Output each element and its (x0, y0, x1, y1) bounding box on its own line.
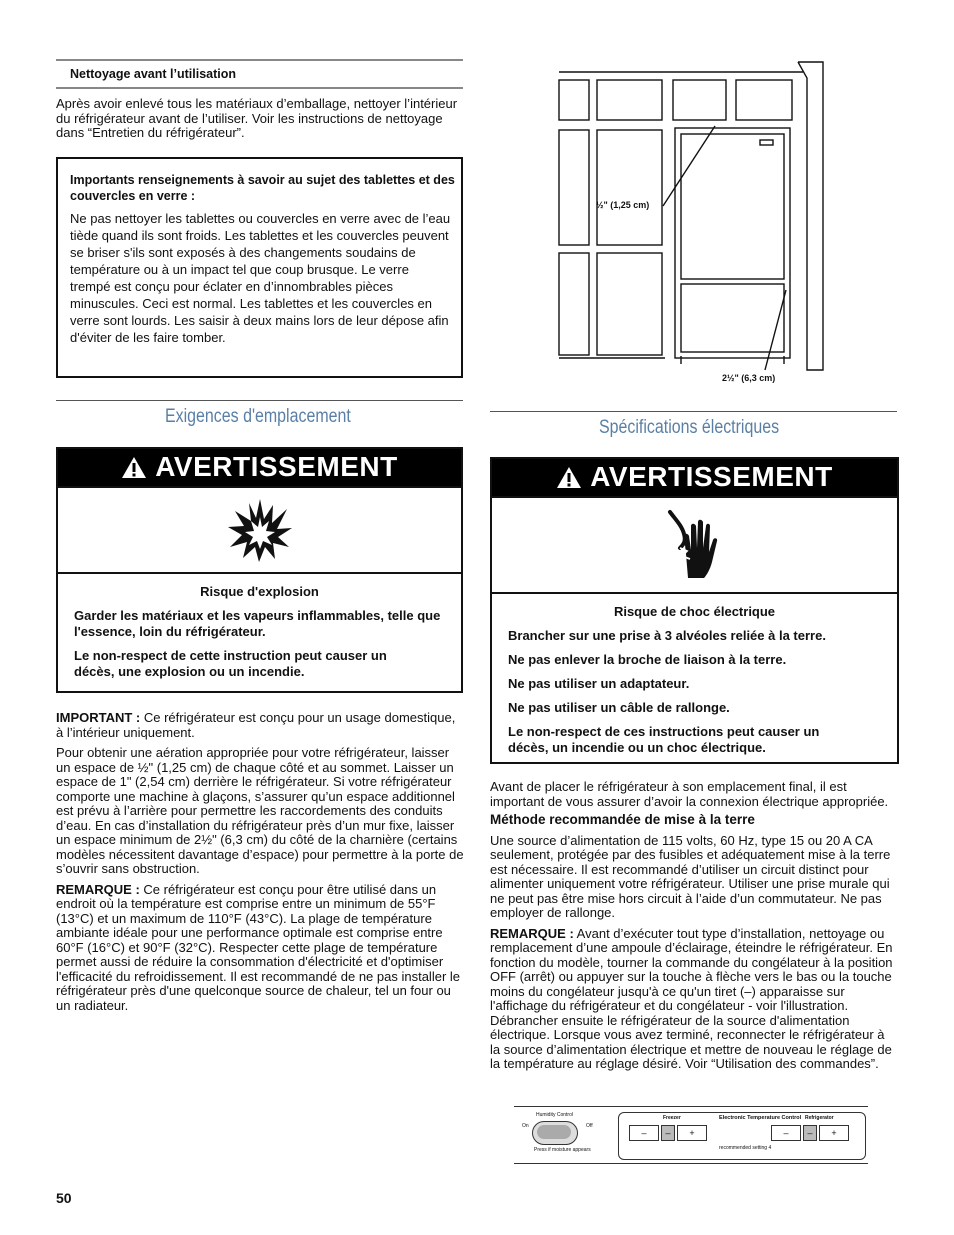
humidity-label: Humidity Control (536, 1112, 573, 1118)
explosion-warning-title: AVERTISSEMENT (155, 451, 398, 483)
shock-warning-title-bar (492, 459, 897, 496)
shock-line-2: Ne pas enlever la broche de liaison à la terre. (508, 652, 787, 667)
explosion-line-2: Le non-respect de cette instruction peut causer un décès, une explosion ou un incendie. (74, 648, 387, 679)
temp-control-title: Electronic Temperature Control (719, 1115, 802, 1121)
explosion-icon (225, 495, 295, 565)
location-note (56, 883, 464, 1014)
freezer-minus-button[interactable]: – (629, 1125, 659, 1141)
electrical-note-text: Avant d’exécuter tout type d’installation, nettoyage ou remplacement d’une ampoule d’éclairage, éteindre le réfrigérateur. En fonction du modèle, tourner la commande du congélateur à la position OFF (arrêt) ou appuyer sur la touche à flèche vers le bas ou la touche moins du congélateur jusqu'à ce qu'un tiret (–) apparaisse sur l'affichage du réfrigérateur et du congélateur - voir l'illustration. Débrancher ensuite le réfrigérateur de la source d'alimentation électrique. Lorsque vous avez terminé, reconnecter le réfrigérateur à la source d’alimentation électrique et mettre de nouveau le réglage de la température au réglage désiré. Voir “Utilisation des commandes”. (490, 925, 893, 1071)
electrical-note (490, 927, 898, 1072)
humidity-sub-label: Press if moisture appears (534, 1147, 591, 1153)
location-heading: Exigences d'emplacement (165, 406, 351, 427)
grounding-method-text: Une source d’alimentation de 115 volts, 60 Hz, type 15 ou 20 A CA seulement, protégée par des fusibles et adéquatement mise à la terre est nécessaire. Il est recommandé d’utiliser un circuit distinct pour alimenter uniquement votre réfrigérateur. Utiliser une prise murale qui ne peut pas être mise hors circuit à l’aide d’un commutateur. Ne pas employer de rallonge. (490, 832, 891, 920)
humidity-on-label: On (522, 1123, 529, 1129)
glass-info-box (56, 157, 463, 378)
control-panel-illustration (514, 1106, 868, 1164)
shock-warning-box (490, 457, 899, 764)
shock-icon-box (492, 496, 897, 594)
refrigerator-plus-button[interactable]: + (819, 1125, 849, 1141)
temp-control-panel (618, 1112, 866, 1160)
electrical-text (490, 780, 898, 1078)
clearance-label-two-half-inch: 2½" (6,3 cm) (722, 373, 776, 383)
electrical-heading: Spécifications électriques (599, 417, 780, 438)
grounding-method-heading: Méthode recommandée de mise à la terre (490, 812, 755, 827)
location-note-text: Ce réfrigérateur est conçu pour être utilisé dans un endroit où la température est comprise entre un minimum de 55°F (13°C) et un maximum de 110°F (43°C). La plage de température ambiante idéale pour une performance optimale est comprise entre 60°F (16°C) et 90°F (32°C). Respecter cette plage de température permet aussi de réduire la consommation d'électricité et d'optimiser l'efficacité du refroidissement. Il est recommandé de ne pas installer le réfrigérateur près d'une quelconque source de chaleur, tel un four ou un radiateur. (56, 881, 460, 1013)
clearance-diagram (555, 58, 830, 388)
glass-info-title: Importants renseignements à savoir au sujet des tablettes et des couvercles en verre : (70, 173, 455, 203)
important-label: IMPORTANT : (56, 710, 141, 725)
shock-hand-icon (660, 506, 730, 584)
refrigerator-label: Refrigerator (805, 1115, 834, 1121)
explosion-warning-box (56, 447, 463, 693)
recommended-setting-label: recommended setting 4 (719, 1145, 772, 1151)
page-number: 50 (56, 1190, 72, 1206)
electrical-note-label: REMARQUE : (490, 925, 574, 941)
clearance-label-half-inch: ½" (1,25 cm) (596, 200, 650, 210)
humidity-off-label: Off (586, 1123, 593, 1129)
location-para-1: Pour obtenir une aération appropriée pour votre réfrigérateur, laisser un espace de ½" (1,25 cm) de chaque côté et au sommet. Laisser un espace de 1" (2,54 cm) derrière le réfrigérateur. Si votre réfrigérateur comporte une machine à glaçons, s’assurer qu’un espace additionnel est prévu à l’arrière pour permettre les raccordements des conduits d’eau. En cas d’installation du réfrigérateur près d’un mur fixe, laisser un espace minimum de 2½" (6,3 cm) du côté de la charnière (certains modèles nécessitent davantage d’espace) pour permettre à la porte de s’ouvrir sans obstruction. (56, 745, 464, 876)
explosion-icon-box (58, 486, 461, 574)
warning-triangle-icon (556, 466, 582, 489)
explosion-line-1: Garder les matériaux et les vapeurs inflammables, telle que l'essence, loin du réfrigérateur. (74, 608, 441, 639)
glass-info-text: Ne pas nettoyer les tablettes ou couvercles en verre avec de l’eau tiède quand ils sont froids. Les tablettes et les couvercles peuvent se briser s'ils sont exposés à des changements soudains de température ou à un impact tel que coup brusque. Le verre trempé est conçu pour éclater en d’innombrables pièces minuscules. Ceci est normal. Les tablettes et les couvercles en verre sont lourds. Les saisir à deux mains lors de leur dépose afin d'éviter de les faire tomber. (70, 211, 451, 345)
location-note-label: REMARQUE : (56, 881, 140, 897)
shock-line-3: Ne pas utiliser un adaptateur. (508, 676, 690, 691)
shock-line-1: Brancher sur une prise à 3 alvéoles reliée à la terre. (508, 628, 826, 643)
important-text: Ce réfrigérateur est conçu pour un usage domestique, à l’intérieur uniquement. (56, 710, 456, 740)
cleaning-paragraph: Après avoir enlevé tous les matériaux d’emballage, nettoyer l’intérieur du réfrigérateur avant de l’utiliser. Voir les instructions de nettoyage dans “Entretien du réfrigérateur”. (56, 96, 458, 140)
explosion-warning-title-bar (58, 449, 461, 486)
refrigerator-display: – (803, 1125, 817, 1141)
location-text (56, 711, 464, 1019)
cleaning-heading: Nettoyage avant l’utilisation (70, 67, 237, 81)
shock-line-4: Ne pas utiliser un câble de rallonge. (508, 700, 730, 715)
electrical-intro: Avant de placer le réfrigérateur à son emplacement final, il est important de vous assurer d’avoir la connexion électrique appropriée. (490, 779, 889, 809)
warning-triangle-icon (121, 456, 147, 479)
shock-risk: Risque de choc électrique (613, 604, 776, 619)
freezer-display: – (661, 1125, 675, 1141)
humidity-dial[interactable] (532, 1121, 578, 1145)
refrigerator-minus-button[interactable]: – (771, 1125, 801, 1141)
shock-warning-title: AVERTISSEMENT (590, 461, 833, 493)
explosion-risk: Risque d'explosion (200, 584, 319, 599)
location-important (56, 711, 464, 740)
freezer-label: Freezer (663, 1115, 681, 1121)
shock-line-5: Le non-respect de ces instructions peut causer un décès, un incendie ou un choc électrique. (508, 724, 820, 755)
freezer-plus-button[interactable]: + (677, 1125, 707, 1141)
